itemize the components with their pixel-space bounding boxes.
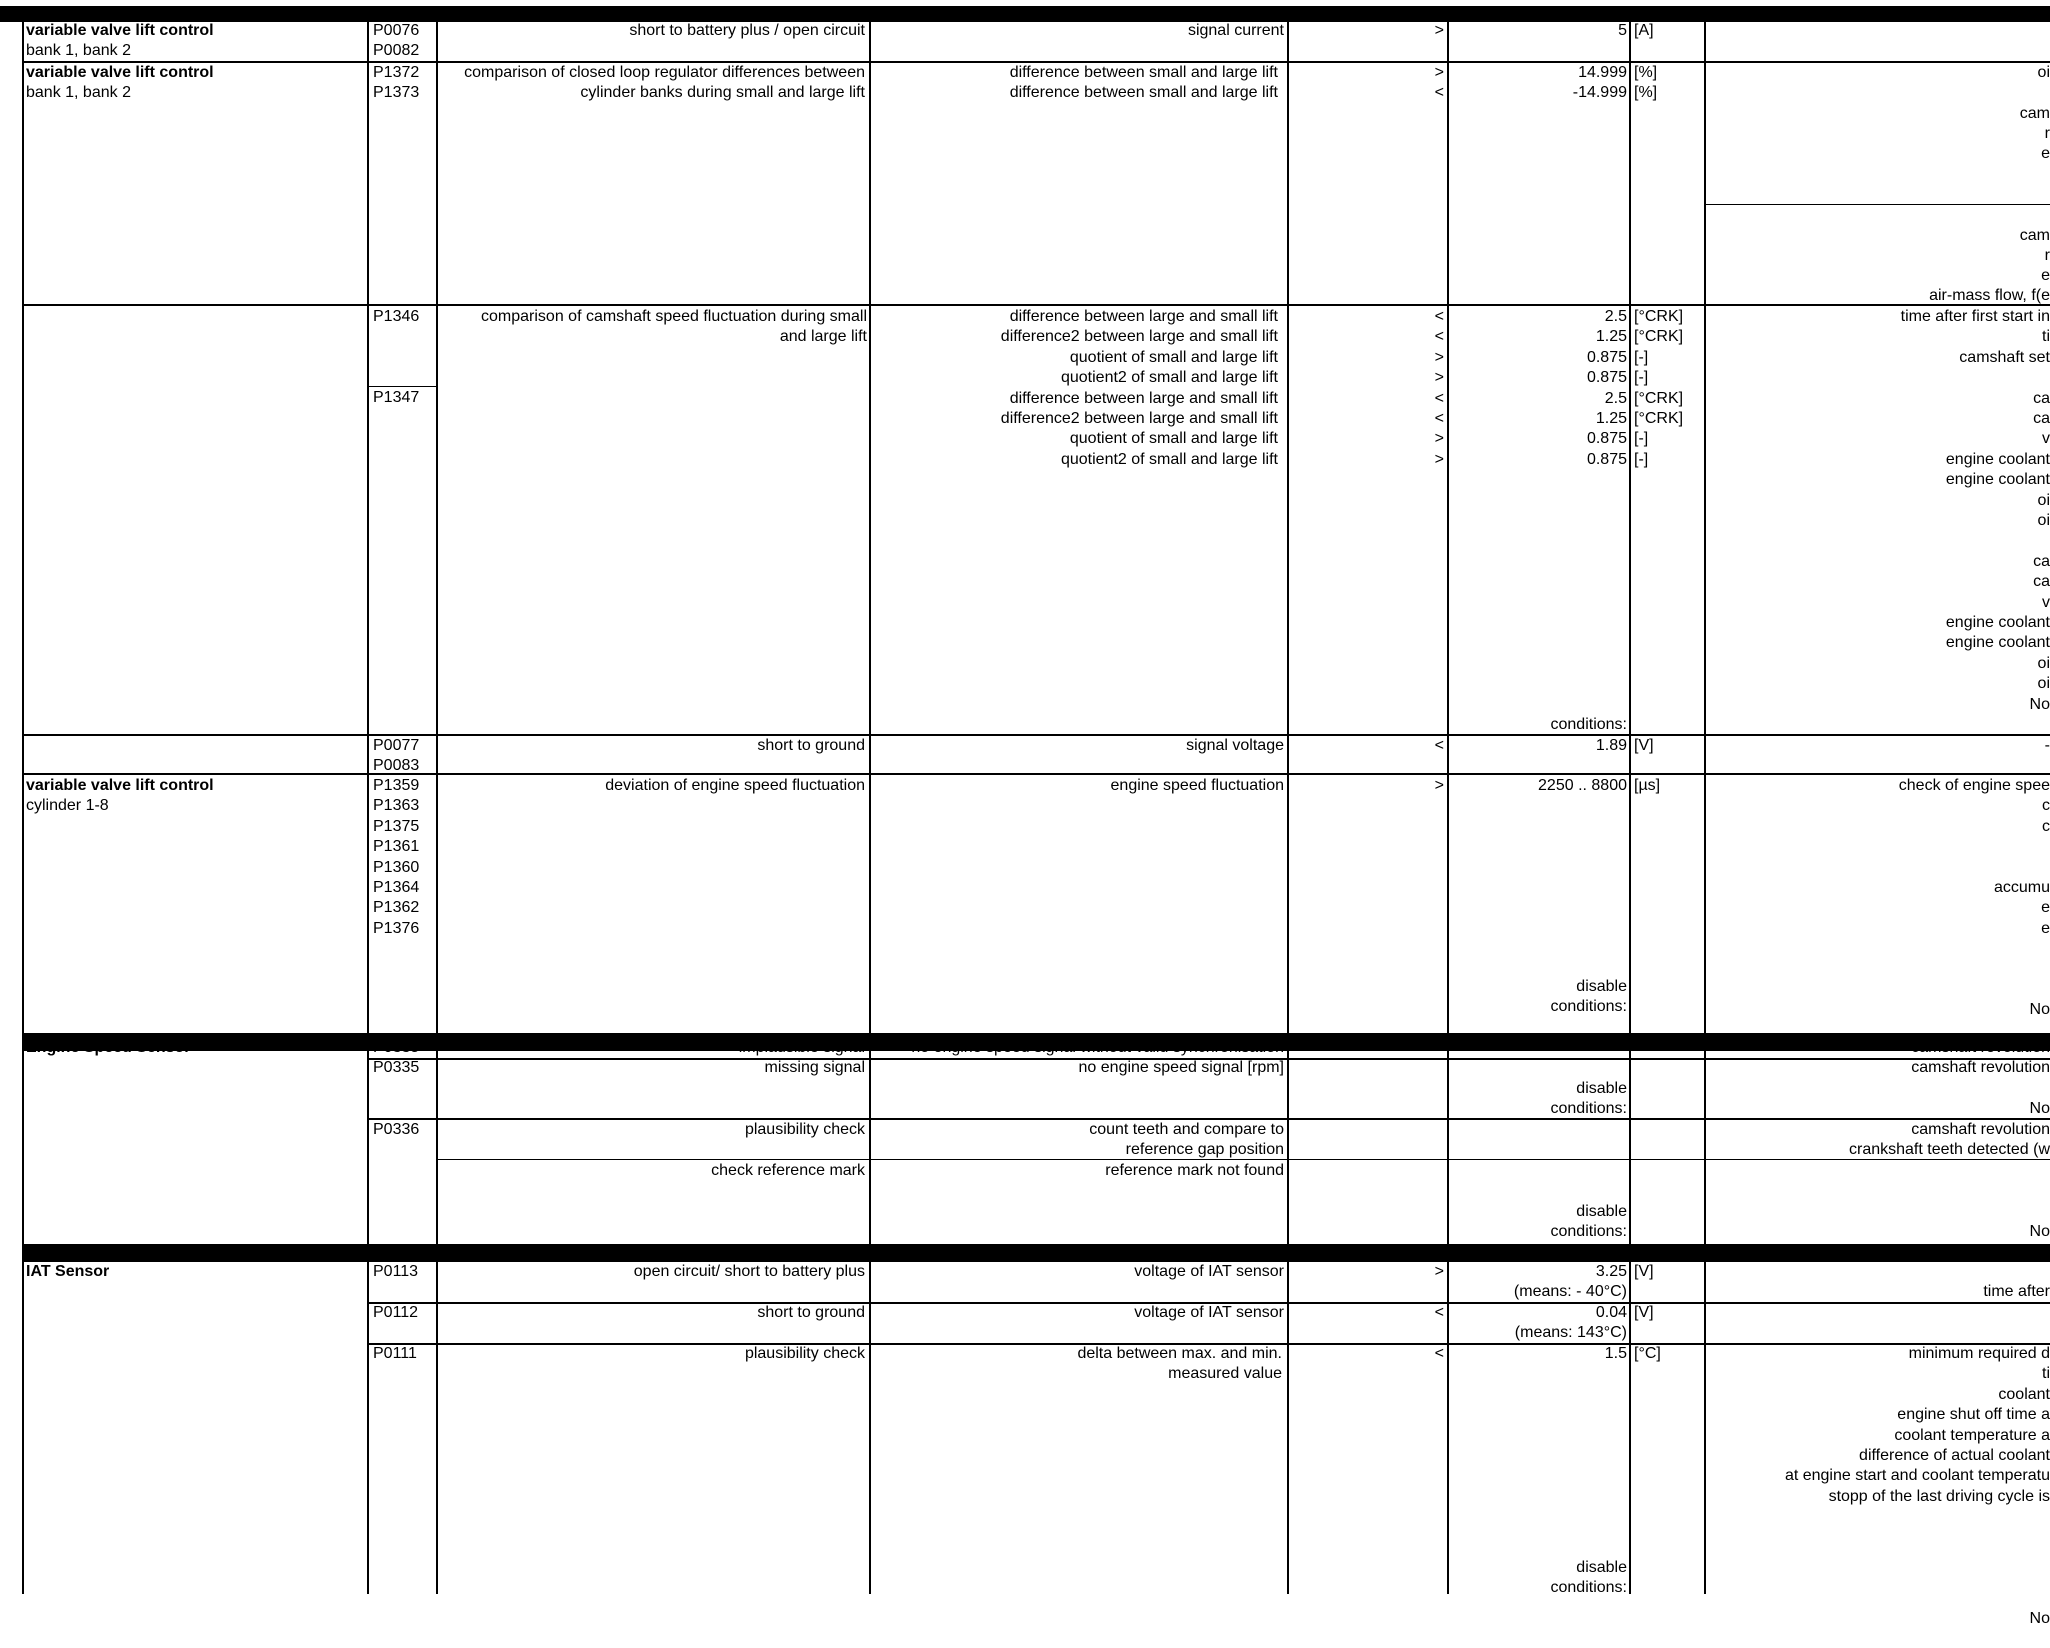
unit: [°CRK] <box>1634 308 1684 325</box>
monitored-signal: reference mark not found <box>1105 1162 1284 1179</box>
operator: > <box>1434 22 1444 39</box>
row-line <box>22 734 2050 736</box>
enable-condition: r <box>2044 247 2050 264</box>
col-line-code-lower <box>367 1262 369 1594</box>
threshold-value: 1.89 <box>1595 737 1627 754</box>
fault-description: and large lift <box>779 328 867 345</box>
row-line-sub <box>367 386 436 387</box>
monitored-signal: difference between large and small lift <box>1009 389 1278 407</box>
component-bank: bank 1, bank 2 <box>26 84 131 101</box>
enable-condition: crankshaft teeth detected (w <box>1849 1141 2050 1158</box>
monitored-signal: difference2 between large and small lift <box>1000 328 1278 346</box>
col-line-monitor-upper <box>869 22 871 1033</box>
threshold-value: 3.25 <box>1595 1263 1627 1280</box>
col-line-unit-mid <box>1629 1051 1631 1254</box>
col-line-fault-mid <box>436 1051 438 1254</box>
unit: [°CRK] <box>1634 389 1684 407</box>
component-name: variable valve lift control <box>26 777 214 794</box>
disable-label: disable <box>1576 1080 1627 1097</box>
unit: [A] <box>1634 22 1654 39</box>
enable-condition: ca <box>2033 410 2050 427</box>
enable-condition: camshaft revolution <box>1911 1039 2050 1056</box>
fault-code: P1363 <box>373 797 420 815</box>
enable-condition: ti <box>2042 328 2050 346</box>
fault-code: P1372 <box>373 64 420 81</box>
fault-description: short to ground <box>757 1304 865 1321</box>
fault-code: P0112 <box>373 1304 419 1321</box>
monitored-signal: difference between small and large lift <box>1009 64 1278 81</box>
component-name: IAT Sensor <box>26 1263 110 1280</box>
disable-label: conditions: <box>1550 1579 1627 1596</box>
section-separator <box>22 1244 2050 1262</box>
enable-condition: time after first start in <box>1900 308 2050 325</box>
col-line-op-mid <box>1287 1051 1289 1254</box>
unit: [°CRK] <box>1634 328 1684 346</box>
disable-label: disable <box>1576 1203 1627 1220</box>
enable-condition: e <box>2041 145 2050 162</box>
col-line-left-upper <box>22 22 24 1033</box>
enable-condition: r <box>2044 125 2050 142</box>
enable-condition: ca <box>2033 389 2050 407</box>
fault-description: comparison of camshaft speed fluctuation during small <box>481 308 867 325</box>
enable-condition: e <box>2041 919 2050 937</box>
fault-code: P0335 <box>373 1039 420 1056</box>
component-bank: cylinder 1-8 <box>26 797 109 814</box>
fault-code: P0083 <box>373 757 420 774</box>
fault-code: P1360 <box>373 858 420 876</box>
enable-condition: cam <box>2019 227 2050 244</box>
fault-code: P1373 <box>373 84 420 101</box>
unit: [°CRK] <box>1634 410 1684 427</box>
component-name: Engine Speed Sensor <box>26 1039 191 1056</box>
enable-condition: engine coolant <box>1945 614 2050 631</box>
monitored-signal: quotient of small and large lift <box>1069 348 1278 366</box>
fault-code: P1364 <box>373 879 420 896</box>
monitored-signal: delta between max. and min. <box>1077 1345 1282 1362</box>
col-line-value-lower <box>1447 1262 1449 1594</box>
enable-condition: coolant temperature a <box>1894 1426 2050 1444</box>
component-bank: bank 1, bank 2 <box>26 42 131 59</box>
enable-condition: minimum required d <box>1908 1345 2050 1362</box>
threshold-value: 2.5 <box>1604 308 1627 325</box>
operator: > <box>1434 64 1444 81</box>
fault-description: missing signal <box>764 1059 865 1076</box>
enable-condition: c <box>2042 817 2050 835</box>
enable-condition: time after <box>1983 1283 2050 1300</box>
enable-condition: at engine start and coolant temperatu <box>1784 1467 2050 1485</box>
fault-code: P1376 <box>373 919 420 937</box>
enable-condition: cam <box>2019 105 2050 122</box>
fault-code: P1375 <box>373 817 420 835</box>
fault-description: plausibility check <box>744 1121 865 1138</box>
enable-condition: accumu <box>1993 879 2050 896</box>
disable-label: conditions: <box>1550 1100 1627 1117</box>
operator: > <box>1434 430 1444 448</box>
unit: [-] <box>1634 369 1649 387</box>
threshold-note: (means: 143°C) <box>1514 1324 1627 1341</box>
operator: > <box>1434 369 1444 387</box>
enable-condition: air-mass flow, f(e <box>1929 287 2050 304</box>
fault-description: cylinder banks during small and large lift <box>580 84 865 101</box>
operator: < <box>1434 1345 1444 1362</box>
threshold-value: 1.25 <box>1595 328 1627 346</box>
row-line-sub <box>1704 204 2050 205</box>
operator: > <box>1434 450 1444 468</box>
enable-condition: engine coolant <box>1945 471 2050 489</box>
unit: [V] <box>1634 737 1654 754</box>
fault-code: P0335 <box>373 1059 420 1076</box>
unit: [°C] <box>1634 1345 1661 1362</box>
enable-condition: e <box>2041 267 2050 284</box>
fault-code: P1362 <box>373 899 420 917</box>
operator: > <box>1434 1263 1444 1280</box>
col-line-left-lower <box>22 1262 24 1594</box>
threshold-value: 0.875 <box>1586 348 1627 366</box>
col-line-enable-lower <box>1704 1262 1706 1594</box>
enable-condition: No <box>2029 695 2050 713</box>
monitored-signal: signal current <box>1187 22 1284 39</box>
monitored-signal: difference between small and large lift <box>1009 84 1278 101</box>
threshold-value: 2250 .. 8800 <box>1538 777 1627 794</box>
monitored-signal: no engine speed signal without valid synchronisation <box>911 1039 1284 1056</box>
row-line <box>22 773 2050 775</box>
enable-condition: camshaft set <box>1959 348 2050 366</box>
fault-description: deviation of engine speed fluctuation <box>605 777 865 794</box>
enable-condition: c <box>2042 797 2050 815</box>
col-line-unit-lower <box>1629 1262 1631 1594</box>
col-line-op-lower <box>1287 1262 1289 1594</box>
enable-condition: No <box>2029 1610 2050 1628</box>
threshold-value: 5 <box>1618 22 1627 39</box>
threshold-value: 1.5 <box>1604 1345 1627 1362</box>
fault-code: P0076 <box>373 22 420 39</box>
table-top-border <box>0 6 2050 22</box>
enable-condition: stopp of the last driving cycle is <box>1828 1487 2050 1505</box>
unit: [%] <box>1634 84 1658 101</box>
operator: < <box>1434 308 1444 325</box>
col-line-value-mid <box>1447 1051 1449 1254</box>
monitored-signal: voltage of IAT sensor <box>1134 1263 1284 1280</box>
monitored-signal: reference gap position <box>1125 1141 1284 1158</box>
operator: > <box>1434 777 1444 794</box>
fault-description: open circuit/ short to battery plus <box>633 1263 865 1280</box>
operator: < <box>1434 737 1444 754</box>
threshold-value: 1.25 <box>1595 410 1627 427</box>
fault-description: implausible signal <box>738 1039 865 1056</box>
enable-condition: check of engine spee <box>1898 777 2050 794</box>
col-line-left-mid <box>22 1051 24 1254</box>
conditions-label: conditions: <box>1550 716 1627 733</box>
col-line-unit-upper <box>1629 22 1631 1033</box>
threshold-value: 0.04 <box>1595 1304 1627 1321</box>
col-line-value-upper <box>1447 22 1449 1033</box>
monitored-signal: quotient2 of small and large lift <box>1060 450 1278 468</box>
enable-condition: oi <box>2037 654 2050 672</box>
operator: < <box>1434 389 1444 407</box>
component-name: variable valve lift control <box>26 22 214 39</box>
operator: < <box>1434 410 1444 427</box>
enable-condition: oi <box>2037 512 2050 529</box>
component-name: variable valve lift control <box>26 64 214 81</box>
enable-condition: No <box>2029 1223 2050 1240</box>
monitored-signal: difference2 between large and small lift <box>1000 410 1278 427</box>
monitored-signal: engine speed fluctuation <box>1110 777 1284 794</box>
threshold-note: (means: - 40°C) <box>1513 1283 1627 1300</box>
col-line-enable-upper <box>1704 22 1706 1033</box>
unit: [µs] <box>1634 777 1661 794</box>
operator: < <box>1434 84 1444 101</box>
enable-condition: No <box>2029 1100 2050 1117</box>
fault-description: short to ground <box>757 737 865 754</box>
unit: [-] <box>1634 450 1649 468</box>
fault-code: P0111 <box>373 1345 417 1362</box>
col-line-monitor-lower <box>869 1262 871 1594</box>
enable-condition: ti <box>2042 1365 2050 1383</box>
fault-code: P0336 <box>373 1121 420 1138</box>
fault-code: P0082 <box>373 42 420 59</box>
fault-description: plausibility check <box>744 1345 865 1362</box>
disable-label: conditions: <box>1550 1223 1627 1240</box>
fault-code: P1361 <box>373 838 420 856</box>
monitored-signal: voltage of IAT sensor <box>1134 1304 1284 1321</box>
unit: [-] <box>1634 430 1649 448</box>
threshold-value: 0.875 <box>1586 430 1627 448</box>
monitored-signal: signal voltage <box>1186 737 1284 754</box>
fault-code: P1359 <box>373 777 420 794</box>
monitored-signal: count teeth and compare to <box>1089 1121 1284 1138</box>
fault-code: P1347 <box>373 389 420 406</box>
fault-description: comparison of closed loop regulator differences between <box>464 64 865 81</box>
enable-condition: engine coolant <box>1945 450 2050 468</box>
fault-description: check reference mark <box>711 1162 865 1179</box>
enable-condition: ca <box>2033 573 2050 591</box>
enable-condition: camshaft revolution <box>1911 1121 2050 1138</box>
row-line <box>22 304 2050 306</box>
monitored-signal: no engine speed signal [rpm] <box>1078 1059 1284 1076</box>
enable-condition: difference of actual coolant <box>1859 1447 2050 1464</box>
operator: < <box>1434 328 1444 346</box>
col-line-code-upper <box>367 22 369 1033</box>
col-line-code-mid <box>367 1051 369 1254</box>
monitored-signal: quotient2 of small and large lift <box>1060 369 1278 387</box>
monitored-signal: quotient of small and large lift <box>1069 430 1278 448</box>
col-line-enable-mid <box>1704 1051 1706 1254</box>
threshold-value: -14.999 <box>1572 84 1627 101</box>
disable-label: disable <box>1576 1559 1627 1576</box>
fault-description: short to battery plus / open circuit <box>629 22 865 39</box>
threshold-value: 0.875 <box>1586 369 1627 387</box>
enable-condition: oi <box>2037 675 2050 693</box>
fault-code: P1346 <box>373 308 420 325</box>
operator: > <box>1434 348 1444 366</box>
enable-condition: camshaft revolution <box>1911 1059 2050 1076</box>
monitored-signal: difference between large and small lift <box>1009 308 1278 325</box>
enable-condition: coolant <box>1998 1385 2050 1403</box>
threshold-value: 14.999 <box>1578 64 1627 81</box>
col-line-fault-lower <box>436 1262 438 1594</box>
col-line-monitor-mid <box>869 1051 871 1254</box>
enable-condition: v <box>2042 430 2050 448</box>
fault-code: P0113 <box>373 1263 419 1280</box>
unit: [V] <box>1634 1304 1654 1321</box>
unit: [-] <box>1634 348 1649 366</box>
fault-code: P0077 <box>373 737 420 754</box>
threshold-value: 2.5 <box>1604 389 1627 407</box>
unit: [V] <box>1634 1263 1654 1280</box>
enable-condition: engine shut off time a <box>1897 1406 2050 1424</box>
enable-condition: - <box>2044 737 2050 754</box>
enable-condition: e <box>2041 899 2050 917</box>
enable-condition: oi <box>2037 64 2050 81</box>
disable-label: conditions: <box>1550 998 1627 1015</box>
enable-condition: ca <box>2033 552 2050 570</box>
disable-label: disable <box>1576 978 1627 995</box>
unit: [%] <box>1634 64 1658 81</box>
operator: < <box>1434 1304 1444 1321</box>
enable-condition: engine coolant <box>1945 634 2050 652</box>
col-line-op-upper <box>1287 22 1289 1033</box>
monitored-signal: measured value <box>1168 1365 1282 1382</box>
threshold-value: 0.875 <box>1586 450 1627 468</box>
enable-condition: v <box>2042 593 2050 611</box>
enable-condition: oi <box>2037 491 2050 509</box>
enable-condition: No <box>2029 1001 2050 1019</box>
col-line-fault-upper <box>436 22 438 1033</box>
